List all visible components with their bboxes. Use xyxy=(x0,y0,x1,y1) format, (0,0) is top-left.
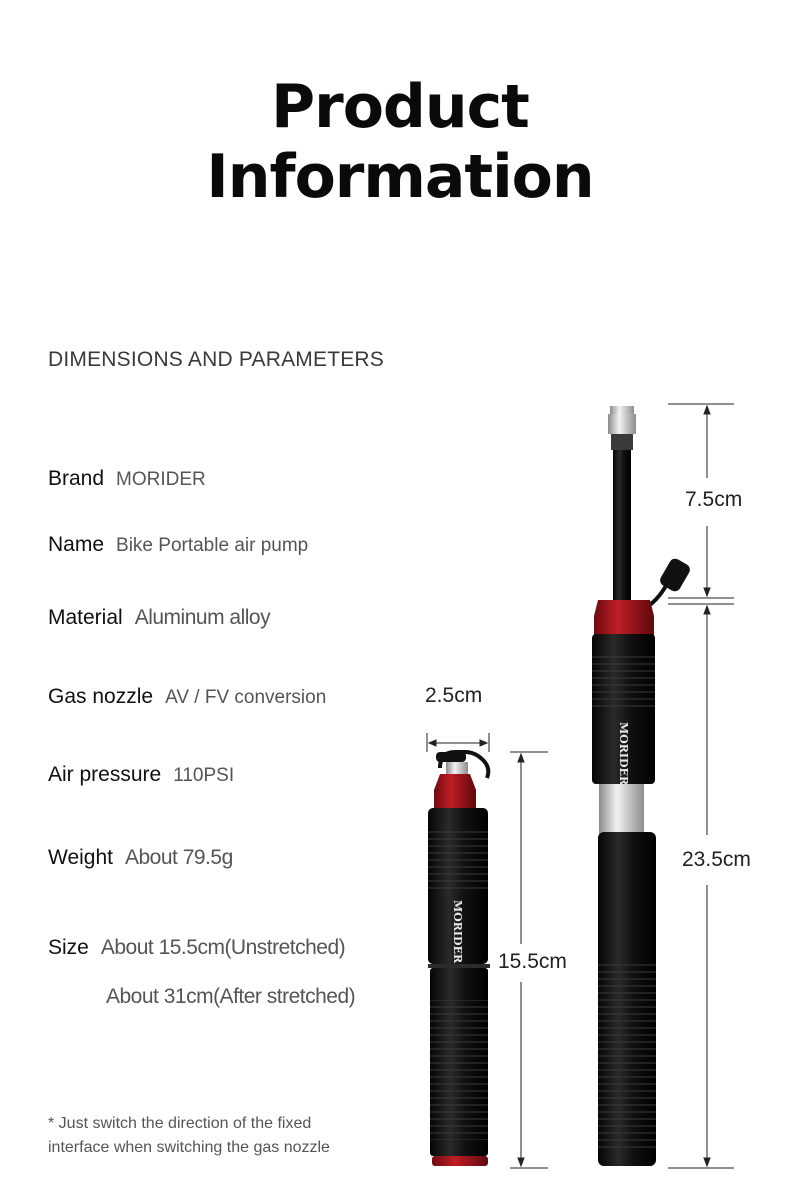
dimension-width-line xyxy=(427,733,489,752)
param-label: Brand xyxy=(48,467,105,490)
param-label: Size xyxy=(48,936,89,959)
param-value: About 79.5g xyxy=(124,846,233,869)
param-label: Name xyxy=(48,533,105,556)
dimension-body-line xyxy=(668,604,734,1168)
param-label: Material xyxy=(48,606,123,629)
dimension-body-length-label: 23.5cm xyxy=(682,848,751,871)
section-heading: DIMENSIONS AND PARAMETERS xyxy=(48,348,384,371)
param-value: MORIDER xyxy=(116,469,206,490)
param-label: Weight xyxy=(48,846,113,869)
brand-mark-extended: MORIDER xyxy=(617,722,630,786)
dimension-short-length-line xyxy=(510,752,548,1168)
param-value: Bike Portable air pump xyxy=(116,535,309,556)
footnote-line-1: * Just switch the direction of the fixed xyxy=(48,1115,312,1132)
param-value: AV / FV conversion xyxy=(165,687,327,708)
param-value: 110PSI xyxy=(173,765,235,786)
param-label: Air pressure xyxy=(48,763,162,786)
brand-mark-collapsed: MORIDER xyxy=(451,900,464,964)
param-value: Aluminum alloy xyxy=(134,606,271,629)
footnote-line-2: interface when switching the gas nozzle xyxy=(48,1139,330,1156)
dimension-short-length-label: 15.5cm xyxy=(498,950,567,973)
param-value: About 15.5cm(Unstretched) xyxy=(100,936,346,959)
param-size-stretched: About 31cm(After stretched) xyxy=(106,985,356,1008)
pump-extended xyxy=(592,406,692,1166)
param-label: Gas nozzle xyxy=(48,685,154,708)
dimension-width-label: 2.5cm xyxy=(425,684,483,707)
title-line-2: Information xyxy=(206,142,594,212)
title-line-1: Product xyxy=(271,72,529,142)
dimension-nozzle-length-label: 7.5cm xyxy=(685,488,743,511)
